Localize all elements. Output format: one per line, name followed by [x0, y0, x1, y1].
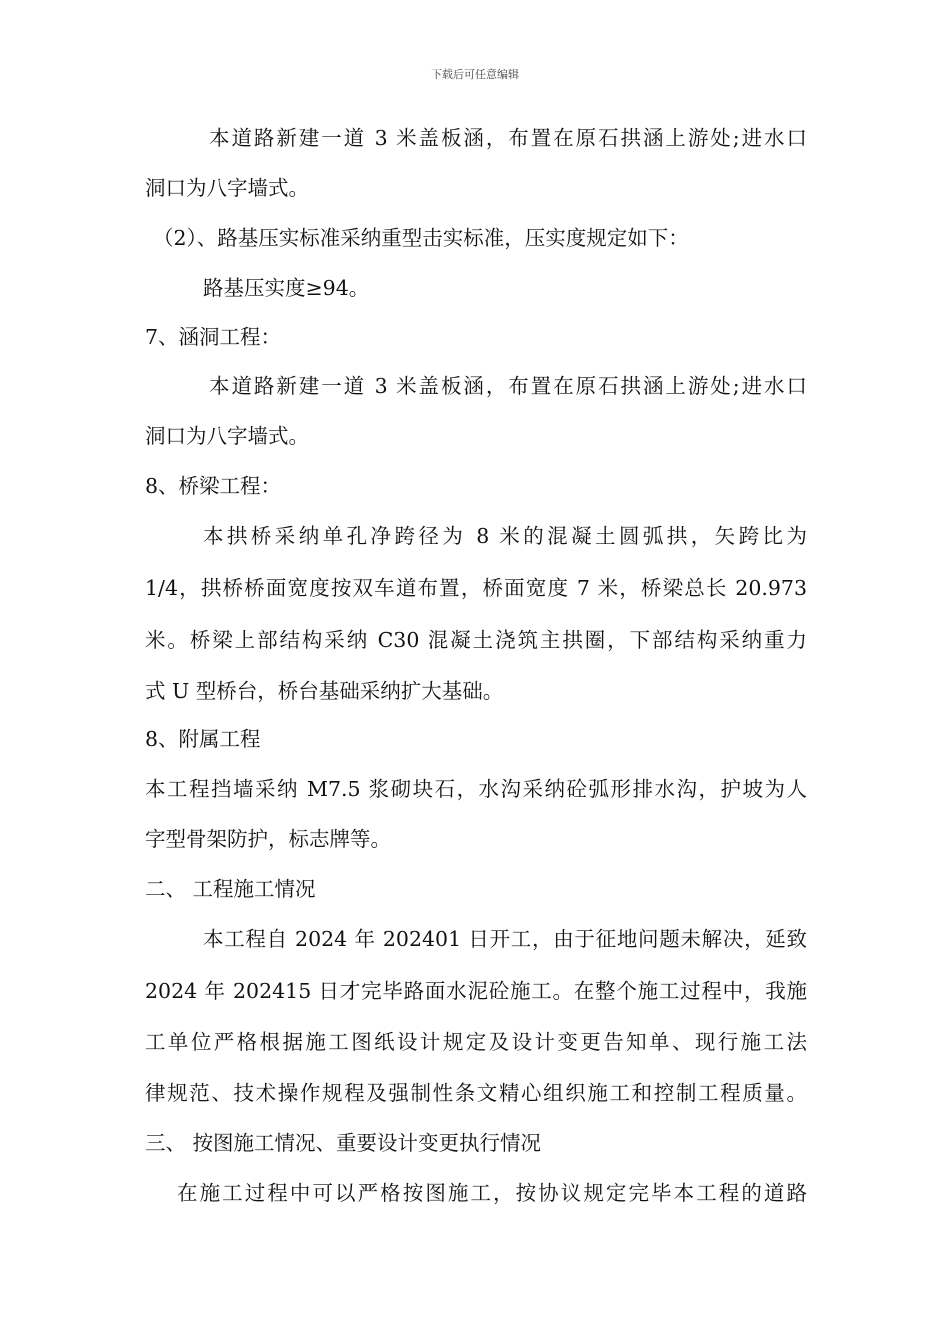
section-heading: 8、桥梁工程： [145, 474, 282, 498]
paragraph-line: 洞口为八字墙式。 [145, 424, 309, 448]
page-header: 下载后可任意编辑 [431, 68, 519, 81]
paragraph-line: 2024 年 202415 日才完毕路面水泥砼施工。在整个施工过程中，我施 [145, 979, 807, 1003]
paragraph-line: 本工程自 2024 年 202401 日开工，由于征地问题未解决，延致 [203, 927, 807, 951]
paragraph-line: 式 U 型桥台，桥台基础采纳扩大基础。 [145, 679, 504, 703]
paragraph-line: 在施工过程中可以严格按图施工，按协议规定完毕本工程的道路 [177, 1181, 807, 1205]
paragraph-line: 本道路新建一道 3 米盖板涵，布置在原石拱涵上游处;进水口 [209, 126, 807, 150]
section-heading: 7、涵洞工程： [145, 325, 282, 349]
section-heading: （2）、路基压实标准采纳重型击实标准，压实度规定如下： [153, 226, 689, 250]
paragraph-line: 本拱桥采纳单孔净跨径为 8 米的混凝土圆弧拱，矢跨比为 [203, 524, 807, 548]
paragraph-line: 字型骨架防护，标志牌等。 [145, 827, 391, 851]
paragraph-line: 路基压实度≥94。 [203, 276, 370, 300]
paragraph-line: 洞口为八字墙式。 [145, 176, 309, 200]
paragraph-line: 律规范、技术操作规程及强制性条文精心组织施工和控制工程质量。 [145, 1081, 807, 1105]
section-heading: 8、附属工程 [145, 727, 261, 751]
paragraph-line: 米。桥梁上部结构采纳 C30 混凝土浇筑主拱圈，下部结构采纳重力 [145, 628, 807, 652]
section-heading: 三、 按图施工情况、重要设计变更执行情况 [145, 1131, 542, 1155]
paragraph-line: 本道路新建一道 3 米盖板涵，布置在原石拱涵上游处;进水口 [209, 374, 807, 398]
section-heading: 二、 工程施工情况 [145, 877, 316, 901]
paragraph-line: 工单位严格根据施工图纸设计规定及设计变更告知单、现行施工法 [145, 1030, 807, 1054]
paragraph-line: 1/4，拱桥桥面宽度按双车道布置，桥面宽度 7 米，桥梁总长 20.973 [145, 576, 807, 600]
paragraph-line: 本工程挡墙采纳 M7.5 浆砌块石，水沟采纳砼弧形排水沟，护坡为人 [145, 777, 807, 801]
